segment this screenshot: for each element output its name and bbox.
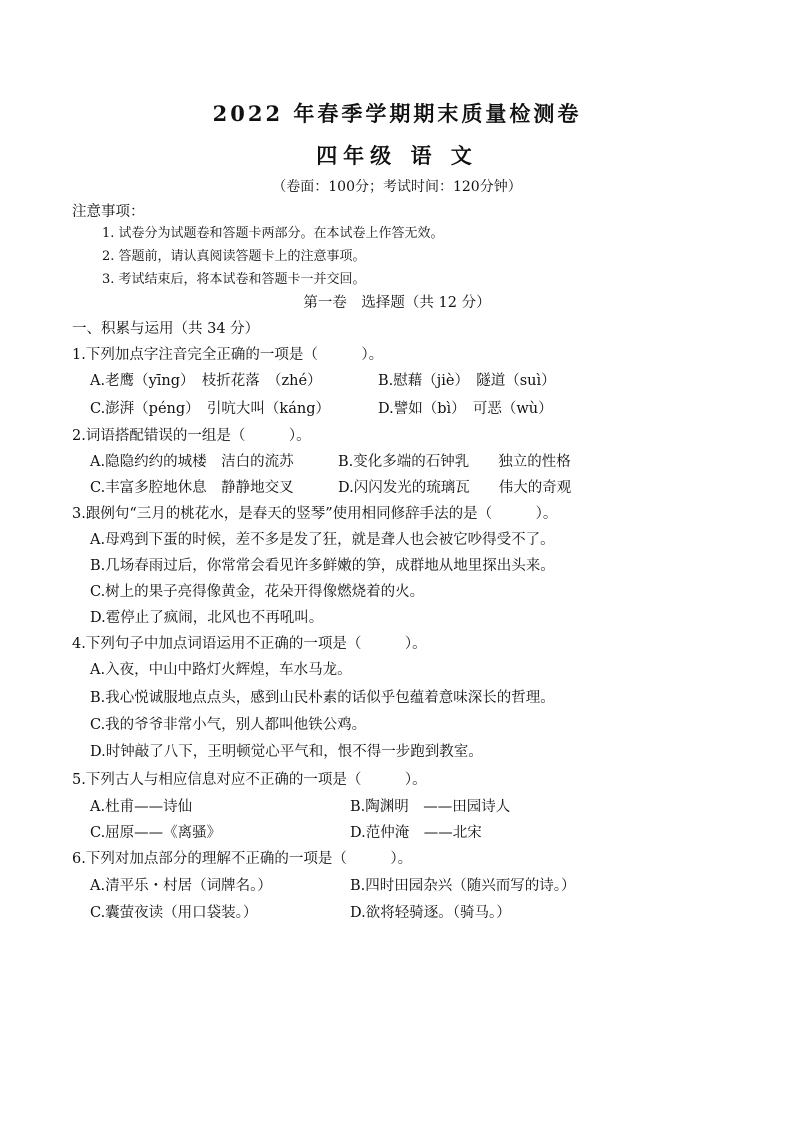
notice-item: 2. 答题前，请认真阅读答题卡上的注意事项。 xyxy=(102,249,366,264)
exam-title: 2022 年春季学期期末质量检测卷 xyxy=(212,101,582,126)
question-option: D.时钟敲了八下，王明顿觉心平气和，恨不得一步跑到教室。 xyxy=(90,744,483,760)
question-option: A.母鸡到下蛋的时候，差不多是发了狂，就是聋人也会被它吵得受不了。 xyxy=(90,532,555,548)
question-option: A.入夜，中山中路灯火辉煌，车水马龙。 xyxy=(90,662,352,678)
question-option: B.陶渊明 ——田园诗人 xyxy=(350,799,511,815)
question-option: C.澎湃（péng） 引吭大叫（káng） xyxy=(90,401,330,417)
question-option: D.闪闪发光的琉璃瓦 伟大的奇观 xyxy=(338,480,572,496)
question-option: B.慰藉（jiè） 隧道（suì） xyxy=(378,373,556,389)
question-option: C.我的爷爷非常小气，别人都叫他铁公鸡。 xyxy=(90,717,367,733)
exam-subtitle: 四年级 语 文 xyxy=(316,143,478,168)
question-option: C.屈原——《离骚》 xyxy=(90,825,222,841)
question-stem: 4.下列句子中加点词语运用不正确的一项是（ ）。 xyxy=(72,636,427,652)
question-option: C.囊萤夜读（用口袋装。） xyxy=(90,905,258,921)
question-option: B.变化多端的石钟乳 独立的性格 xyxy=(338,454,571,470)
question-stem: 5.下列古人与相应信息对应不正确的一项是（ ）。 xyxy=(72,772,427,788)
question-option: C.树上的果子亮得像黄金，花朵开得像燃烧着的火。 xyxy=(90,584,425,600)
section-title: 一、积累与运用（共 34 分） xyxy=(72,321,260,337)
exam-info: （卷面：100分；考试时间：120分钟） xyxy=(272,179,522,195)
part-title: 第一卷 选择题（共 12 分） xyxy=(303,295,491,311)
question-option: A.杜甫——诗仙 xyxy=(90,799,193,815)
question-option: B.几场春雨过后，你常常会看见许多鲜嫩的笋，成群地从地里探出头来。 xyxy=(90,558,555,574)
notice-heading: 注意事项： xyxy=(72,204,145,220)
question-option: D.范仲淹 ——北宋 xyxy=(350,825,482,841)
question-option: A.隐隐约约的城楼 洁白的流苏 xyxy=(90,454,294,470)
question-option: B.我心悦诚服地点点头，感到山民朴素的话似乎包蕴着意味深长的哲理。 xyxy=(90,690,555,706)
question-option: B.四时田园杂兴（随兴而写的诗。） xyxy=(350,878,576,894)
question-stem: 3.跟例句“三月的桃花水，是春天的竖琴”使用相同修辞手法的是（ ）。 xyxy=(72,506,558,522)
question-stem: 1.下列加点字注音完全正确的一项是（ ）。 xyxy=(72,347,384,363)
question-option: D.欲将轻骑逐。（骑马。） xyxy=(350,905,511,921)
question-stem: 2.词语搭配错误的一组是（ ）。 xyxy=(72,428,311,444)
question-option: A.清平乐・村居（词牌名。） xyxy=(90,878,272,894)
notice-item: 1. 试卷分为试题卷和答题卡两部分。在本试卷上作答无效。 xyxy=(102,226,444,241)
question-stem: 6.下列对加点部分的理解不正确的一项是（ ）。 xyxy=(72,851,413,867)
question-option: A.老鹰（yīng） 枝折花落 （zhé） xyxy=(90,373,322,389)
notice-item: 3. 考试结束后，将本试卷和答题卡一并交回。 xyxy=(102,272,366,287)
question-option: C.丰富多腔地休息 静静地交叉 xyxy=(90,480,294,496)
question-option: D.譬如（bì） 可恶（wù） xyxy=(378,401,553,417)
question-option: D.雹停止了疯闹，北风也不再吼叫。 xyxy=(90,610,324,626)
